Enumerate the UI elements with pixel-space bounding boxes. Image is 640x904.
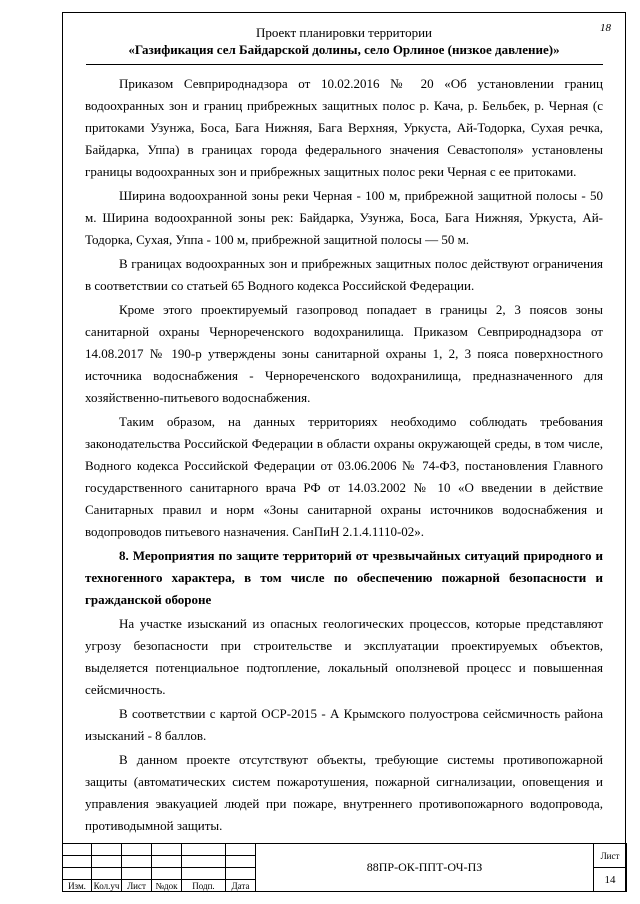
- stamp-cell: [152, 844, 182, 856]
- paragraph: В соответствии с картой ОСР-2015 - А Крымского полуострова сейсмичность района изысканий - 8 баллов.: [85, 706, 603, 743]
- document-code: 88ПР-ОК-ППТ-ОЧ-ПЗ: [256, 844, 594, 892]
- header-title: Проект планировки территории: [255, 25, 432, 40]
- title-block-stamp: [62, 843, 627, 892]
- paragraph: В границах водоохранных зон и прибрежных защитных полос действуют ограничения в соответствии со статьей 65 Водного кодекса Российской Федерации.: [85, 256, 603, 293]
- stamp-label-data: Дата: [226, 880, 256, 892]
- stamp-cell: [122, 844, 152, 856]
- stamp-cell: [63, 856, 92, 868]
- stamp-label-izm: Изм.: [63, 880, 92, 892]
- paragraph: Таким образом, на данных территориях необходимо соблюдать требования законодательства Российской Федерации в области охраны окружающей среды, в том числе, Водного кодекса Российской Федерации от 03.06.2006 № 74-ФЗ, постановления Главного государственного санитарного врача РФ от 14.03.2002 № 10 «О введении в действие Санитарных правил и норм «Зоны санитарной охраны источников водоснабжения и водопроводов питьевого назначения. СанПиН 2.1.4.1110-02».: [85, 414, 603, 539]
- stamp-cell: [226, 868, 256, 880]
- stamp-cell: [152, 856, 182, 868]
- stamp-cell: [182, 868, 226, 880]
- sheet-label: Лист: [594, 844, 627, 868]
- stamp-cell: [63, 844, 92, 856]
- paragraph: Кроме этого проектируемый газопровод попадает в границы 2, 3 поясов зоны санитарной охраны Чернореченского водохранилища. Приказом Севприроднадзора от 14.08.2017 № 190-р утверждены зоны санитарной охраны 1, 2, 3 пояса поверхностного источника водоснабжения - Чернореченского водохранилища, предназначенного для хозяйственно-питьевого водоснабжения.: [85, 302, 603, 405]
- stamp-label-podp: Подп.: [182, 880, 226, 892]
- stamp-cell: [182, 856, 226, 868]
- stamp-cell: [182, 844, 226, 856]
- stamp-cell: [226, 844, 256, 856]
- stamp-cell: [226, 856, 256, 868]
- stamp-cell: [92, 868, 122, 880]
- paragraph: На участке изысканий из опасных геологических процессов, которые представляют угрозу безопасности при строительстве и эксплуатации проектируемых объектов, выделяется потенциальное подтопление, локальный оползневой процесс и повышенная сейсмичность.: [85, 616, 603, 697]
- stamp-cell: [92, 856, 122, 868]
- stamp-cell: [152, 868, 182, 880]
- paragraph: Ширина водоохранной зоны реки Черная - 100 м, прибрежной защитной полосы - 50 м. Ширина водоохранной зоны рек: Байдарка, Узунжа, Боса, Бага Нижняя, Уркуста, Ай-Тодорка, Сухая, Уппа - 100 м, прибрежной защитной полосы — 50 м.: [85, 188, 603, 247]
- header-subtitle: «Газификация сел Байдарской долины, село Орлиное (низкое давление)»: [128, 42, 560, 57]
- stamp-label-list: Лист: [122, 880, 152, 892]
- paragraph: Приказом Севприроднадзора от 10.02.2016 № 20 «Об установлении границ водоохранных зон и границ прибрежных защитных полос р. Кача, р. Бельбек, р. Черная (с притоками Узунжа, Боса, Бага Нижняя, Бага Верхняя, Уркуста, Ай-Тодорка, Сухая речка, Байдарка, Уппа) в границах города федерального значения Севастополя» установлены границы водоохранных зон и прибрежных защитных полос реки Черная с ее притоками.: [85, 76, 603, 179]
- sheet-number: 14: [594, 868, 627, 892]
- stamp-label-ndok: №док: [152, 880, 182, 892]
- section-heading: 8. Мероприятия по защите территорий от чрезвычайных ситуаций природного и техногенного характера, в том числе по обеспечению пожарной безопасности и гражданской обороне: [85, 548, 603, 607]
- stamp-cell: [63, 868, 92, 880]
- header-divider: [86, 64, 603, 65]
- stamp-cell: [122, 868, 152, 880]
- top-page-number: 18: [600, 22, 611, 34]
- stamp-cell: [92, 844, 122, 856]
- paragraph: В данном проекте отсутствуют объекты, требующие системы противопожарной защиты (автоматических систем пожаротушения, пожарной сигнализации, оповещения и управления эвакуацией людей при пожаре, внутреннего противопожарного водопровода, противодымной защиты.: [85, 752, 603, 833]
- stamp-cell: [122, 856, 152, 868]
- stamp-label-kol-uch: Кол.уч: [92, 880, 122, 892]
- document-body: [85, 73, 603, 839]
